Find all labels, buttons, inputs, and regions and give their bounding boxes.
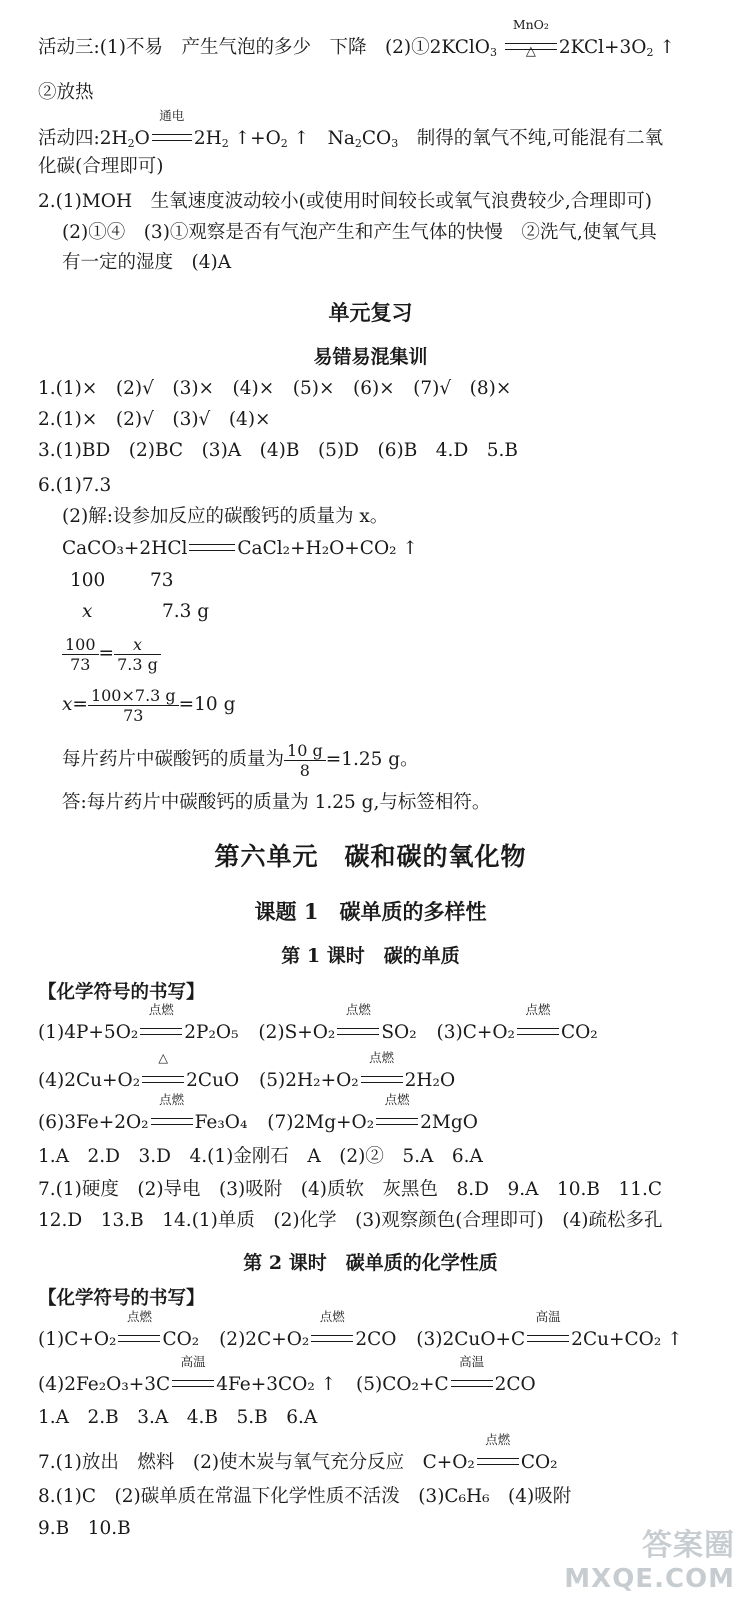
condition-text: 点燃 bbox=[369, 1050, 395, 1065]
reaction-condition bbox=[515, 1002, 561, 1048]
equals-bar bbox=[361, 1076, 403, 1083]
reaction-condition bbox=[309, 1309, 355, 1355]
period2-title: 第 2 课时 碳单质的化学性质 bbox=[243, 1252, 498, 1274]
condition-text: MnO₂ bbox=[512, 17, 549, 32]
eq-product: CO₂ bbox=[520, 1452, 558, 1473]
reaction-condition bbox=[149, 1092, 195, 1138]
eq-product: 2CO bbox=[494, 1374, 536, 1395]
review-answers-1: 1.(1)× (2)√ (3)× (4)× (5)× (6)× (7)√ (8)× bbox=[38, 378, 512, 399]
numerator: x bbox=[114, 635, 161, 655]
eq-product: SO₂ bbox=[381, 1022, 417, 1043]
eq-reactant: (6)3Fe+2O₂ bbox=[38, 1112, 149, 1133]
reaction-condition bbox=[374, 1092, 420, 1138]
activity4-o: O bbox=[134, 128, 150, 149]
activity4-line2: 化碳(合理即可) bbox=[38, 156, 164, 177]
condition-text: 高温 bbox=[459, 1354, 485, 1369]
proportion bbox=[62, 634, 723, 674]
q2-line3: 有一定的湿度 (4)A bbox=[62, 252, 232, 273]
activity4-co3: CO bbox=[361, 128, 392, 149]
mass-row-1 bbox=[62, 566, 723, 596]
eq-reactant: (2)S+O₂ bbox=[258, 1022, 336, 1043]
equals-bar bbox=[118, 1335, 160, 1342]
equals-bar bbox=[142, 1076, 184, 1083]
period2-answers-3: 8.(1)C (2)碳单质在常温下化学性质不活泼 (3)C₆H₆ (4)吸附 bbox=[38, 1486, 572, 1507]
unit6-title: 第六单元 碳和碳的氧化物 bbox=[214, 842, 527, 871]
reaction-condition bbox=[503, 17, 559, 63]
activity4-text: 活动四:2H bbox=[38, 128, 128, 149]
eq-product: Fe₃O₄ bbox=[194, 1112, 248, 1133]
reaction-condition bbox=[170, 1354, 216, 1400]
gas-arrow: ↑ bbox=[653, 37, 675, 58]
condition-text: 点燃 bbox=[319, 1309, 345, 1324]
equations-row-2 bbox=[38, 1050, 723, 1096]
watermark bbox=[564, 1520, 735, 1594]
mass-x: x bbox=[82, 601, 93, 622]
activity3-line: 活动三:(1)不易 产生气泡的多少 下降 (2)①2KClO$_3$ MnO₂ △ $2KCl+3O_2$ ↑ bbox=[38, 33, 723, 63]
denominator: 73 bbox=[123, 705, 144, 725]
section-tag: 【化学符号的书写】 bbox=[38, 982, 205, 1003]
mass-row-2 bbox=[62, 597, 723, 627]
reaction-condition bbox=[138, 1002, 184, 1048]
eq-reactant: (1)4P+5O₂ bbox=[38, 1022, 139, 1043]
per-tablet-text: 每片药片中碳酸钙的质量为 bbox=[62, 749, 285, 770]
equals-bar bbox=[311, 1335, 353, 1342]
eq-product: CO₂ bbox=[162, 1329, 200, 1350]
period1-title: 第 1 课时 碳的单质 bbox=[281, 945, 460, 967]
eq-product: 2P₂O₅ bbox=[184, 1022, 239, 1043]
equals-bar bbox=[189, 544, 235, 551]
condition-text: 高温 bbox=[535, 1309, 561, 1324]
review-answers-4: 6.(1)7.3 bbox=[38, 475, 112, 496]
eq-reactant: (4)2Fe₂O₃+3C bbox=[38, 1374, 171, 1395]
condition-text: △ bbox=[158, 1050, 168, 1065]
mass-hcl: 73 bbox=[150, 570, 174, 591]
eq-reactant: (3)2CuO+C bbox=[416, 1329, 526, 1350]
equals-bar bbox=[517, 1028, 559, 1035]
condition-text: 通电 bbox=[159, 108, 185, 123]
x-label: x= bbox=[62, 694, 88, 715]
condition-text: 点燃 bbox=[384, 1092, 410, 1107]
review-subtitle: 易错易混集训 bbox=[313, 346, 428, 368]
eq-reactant: (7)2Mg+O₂ bbox=[267, 1112, 375, 1133]
answer-line: 答:每片药片中碳酸钙的质量为 1.25 g,与标签相符。 bbox=[62, 792, 491, 813]
equations-row-3 bbox=[38, 1092, 723, 1138]
eq-reactant: (3)C+O₂ bbox=[436, 1022, 515, 1043]
per-tablet-result: =1.25 g。 bbox=[325, 749, 419, 770]
activity4-rest2: ↑ Na bbox=[287, 128, 355, 149]
reaction-condition bbox=[525, 1309, 571, 1355]
period1-answers-3: 12.D 13.B 14.(1)单质 (2)化学 (3)观察颜色(合理即可) (4)疏松多孔 bbox=[38, 1210, 663, 1231]
equation-right: CaCl₂+H₂O+CO₂ ↑ bbox=[237, 538, 418, 559]
reaction-condition bbox=[475, 1432, 521, 1478]
eq-product: 4Fe+3CO₂ ↑ bbox=[216, 1374, 337, 1395]
condition-text: 点燃 bbox=[148, 1002, 174, 1017]
fraction bbox=[62, 635, 99, 674]
reaction-condition bbox=[116, 1309, 162, 1355]
equations-row-4 bbox=[38, 1309, 723, 1355]
activity3-product: 2KCl+3O bbox=[558, 37, 647, 58]
eq-product: 2Cu+CO₂ ↑ bbox=[571, 1329, 683, 1350]
activity3-text: 活动三:(1)不易 产生气泡的多少 下降 (2)①2KClO bbox=[38, 37, 490, 58]
eq-product: CO₂ bbox=[560, 1022, 598, 1043]
eq-product: 2CO bbox=[355, 1329, 397, 1350]
x-result: =10 g bbox=[178, 694, 236, 715]
watermark-cn: 答案圈 bbox=[642, 1528, 735, 1563]
eq-product: 2CuO bbox=[186, 1070, 240, 1091]
equals-bar bbox=[152, 134, 192, 141]
period2-answers-1: 1.A 2.B 3.A 4.B 5.B 6.A bbox=[38, 1407, 318, 1428]
eq-reactant: (5)2H₂+O₂ bbox=[259, 1070, 359, 1091]
reaction-condition bbox=[449, 1354, 495, 1400]
period1-answers-2: 7.(1)硬度 (2)导电 (3)吸附 (4)质软 灰黑色 8.D 9.A 10.B 11.C bbox=[38, 1179, 663, 1200]
equals-text: = bbox=[98, 643, 115, 664]
equations-row-1 bbox=[38, 1002, 723, 1048]
denominator: 73 bbox=[70, 654, 91, 674]
equals-bar bbox=[451, 1380, 493, 1387]
eq-product: 2H₂O bbox=[404, 1070, 456, 1091]
condition-text: 点燃 bbox=[525, 1002, 551, 1017]
activity3-line2: ②放热 bbox=[38, 82, 94, 103]
condition-text: 点燃 bbox=[159, 1092, 185, 1107]
fraction bbox=[88, 686, 179, 725]
condition-text: 点燃 bbox=[485, 1432, 511, 1447]
watermark-en: MXQE.COM bbox=[564, 1564, 735, 1594]
condition-text: 点燃 bbox=[345, 1002, 371, 1017]
period2-answers-2-text: 7.(1)放出 燃料 (2)使木炭与氧气充分反应 C+O₂ bbox=[38, 1452, 475, 1473]
numerator: 10 g bbox=[284, 741, 326, 761]
activity4-rest: ↑+O bbox=[228, 128, 281, 149]
equals-sign bbox=[187, 534, 237, 564]
fraction bbox=[114, 635, 161, 674]
q2-line2: (2)①④ (3)①观察是否有气泡产生和产生气体的快慢 ②洗气,使氧气具 bbox=[62, 222, 657, 243]
fraction bbox=[284, 741, 326, 780]
eq-reactant: (4)2Cu+O₂ bbox=[38, 1070, 141, 1091]
numerator: 100×7.3 g bbox=[88, 686, 179, 706]
equals-bar bbox=[477, 1458, 519, 1465]
reaction-condition bbox=[150, 108, 194, 154]
equation-left: CaCO₃+2HCl bbox=[62, 538, 188, 559]
condition-text: 点燃 bbox=[126, 1309, 152, 1324]
review-title: 单元复习 bbox=[328, 300, 413, 325]
equals-bar bbox=[376, 1118, 418, 1125]
review-answers-2: 2.(1)× (2)√ (3)√ (4)× bbox=[38, 409, 271, 430]
reaction-condition bbox=[335, 1002, 381, 1048]
equals-bar bbox=[151, 1118, 193, 1125]
denominator: 8 bbox=[299, 760, 310, 780]
eq-reactant: (1)C+O₂ bbox=[38, 1329, 117, 1350]
numerator: 100 bbox=[62, 635, 99, 655]
activity4-line: 活动四$:2H_2O$ 通电 $2H_2$ $↑+O_2$ ↑ $Na_2CO_3$ 制得的氧气不纯,可能混有二氧 bbox=[38, 124, 723, 154]
q2-line1: 2.(1)MOH 生氧速度波动较小(或使用时间较长或氧气浪费较少,合理即可) bbox=[38, 191, 652, 212]
condition-below: △ bbox=[525, 44, 536, 59]
period1-answers-1: 1.A 2.D 3.D 4.(1)金刚石 A (2)② 5.A 6.A bbox=[38, 1146, 483, 1167]
denominator: 7.3 g bbox=[117, 654, 158, 674]
eq-product: 2MgO bbox=[420, 1112, 478, 1133]
equations-row-5 bbox=[38, 1354, 723, 1400]
period2-answers-2 bbox=[38, 1432, 723, 1478]
eq-reactant: (2)2C+O₂ bbox=[219, 1329, 310, 1350]
section-tag-2: 【化学符号的书写】 bbox=[38, 1288, 205, 1309]
condition-text: 高温 bbox=[180, 1354, 206, 1369]
period2-answers-4: 9.B 10.B bbox=[38, 1518, 131, 1539]
per-tablet bbox=[62, 740, 723, 780]
equals-bar bbox=[172, 1380, 214, 1387]
review-answers-3: 3.(1)BD (2)BC (3)A (4)B (5)D (6)B 4.D 5.B bbox=[38, 440, 519, 461]
eq-reactant: (5)CO₂+C bbox=[356, 1374, 449, 1395]
solution-setup: (2)解:设参加反应的碳酸钙的质量为 x。 bbox=[62, 506, 389, 527]
activity4-product: 2H bbox=[193, 128, 222, 149]
mass-given: 7.3 g bbox=[162, 601, 210, 622]
solution-equation bbox=[62, 534, 723, 564]
equals-bar bbox=[140, 1028, 182, 1035]
equals-bar bbox=[337, 1028, 379, 1035]
equals-bar bbox=[527, 1335, 569, 1342]
x-solution bbox=[62, 685, 723, 725]
mass-caco3: 100 bbox=[70, 570, 106, 591]
lesson-title: 课题 1 碳单质的多样性 bbox=[254, 899, 487, 924]
activity4-tail: 制得的氧气不纯,可能混有二氧 bbox=[398, 128, 664, 149]
